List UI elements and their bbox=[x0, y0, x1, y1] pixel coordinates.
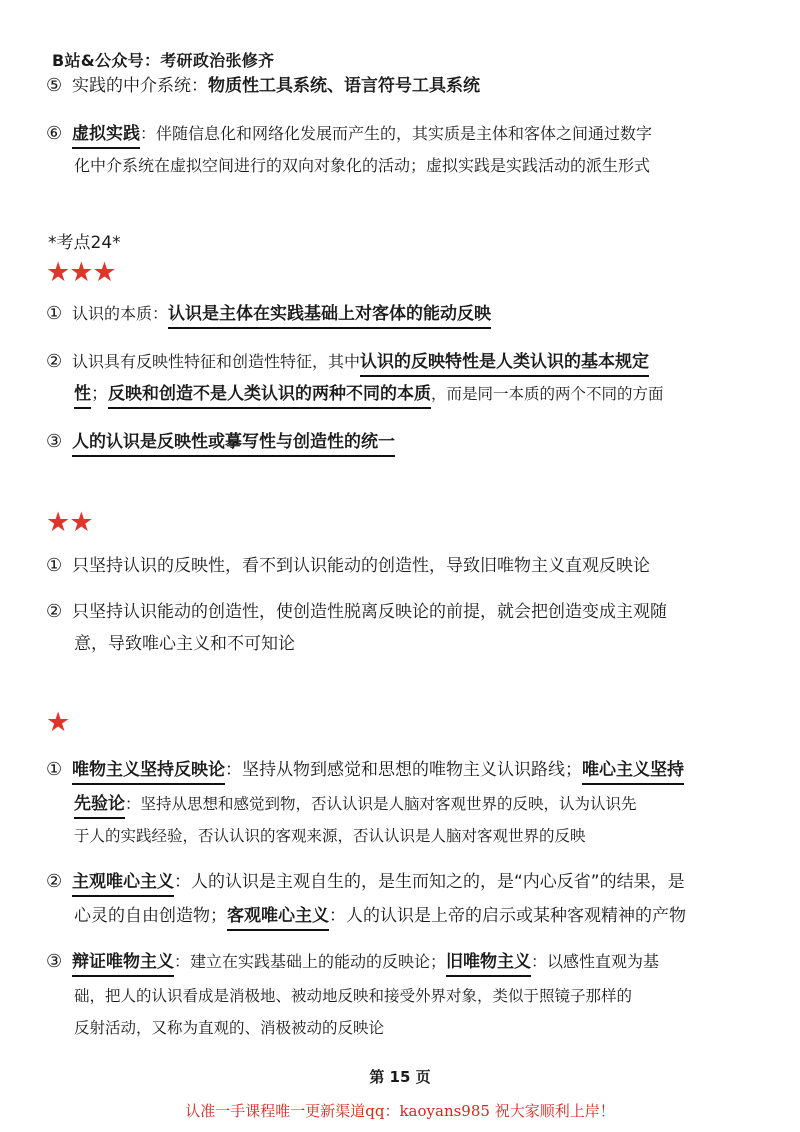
item-text: ：坚持从思想和感觉到物，否认认识是人脑对客观世界的反映，认为认识先 bbox=[125, 795, 637, 813]
item-text: ：建立在实践基础上的能动的反映论； bbox=[174, 952, 447, 971]
one-star-rating: ★ bbox=[46, 707, 70, 738]
item-separator: ； bbox=[91, 384, 108, 404]
item-text: 只坚持认识的反映性，看不到认识能动的创造性，导致旧唯物主义直观反映论 bbox=[72, 556, 650, 576]
item-underlined: 人的认识是反映性或摹写性与创造性的统一 bbox=[72, 432, 395, 457]
item-text: 认识具有反映性特征和创造性特征，其中 bbox=[72, 352, 361, 371]
two-star-item-2-cont: 意，导致唯心主义和不可知论 bbox=[74, 634, 295, 654]
item-underlined: 先验论 bbox=[74, 794, 125, 819]
item-underlined: 旧唯物主义 bbox=[446, 952, 531, 977]
item-text: ：人的认识是上帝的启示或某种客观精神的产物 bbox=[329, 906, 686, 926]
item-underlined: 辩证唯物主义 bbox=[72, 952, 174, 977]
item-underlined: 性 bbox=[74, 384, 91, 409]
one-star-item-3 bbox=[46, 948, 760, 976]
item-number: ③ bbox=[46, 951, 63, 972]
item-underlined: 认识是主体在实践基础上对客体的能动反映 bbox=[168, 304, 491, 329]
one-star-item-3-cont-2: 反射活动，又称为直观的、消极被动的反映论 bbox=[74, 1019, 385, 1037]
item-underlined: 唯物主义坚持反映论 bbox=[72, 760, 225, 785]
item-underlined: 客观唯心主义 bbox=[227, 906, 329, 931]
item-number: ⑤ bbox=[46, 75, 63, 96]
item-number: ① bbox=[46, 555, 63, 576]
one-star-item-2 bbox=[46, 868, 760, 896]
item-text: ：坚持从物到感觉和思想的唯物主义认识路线； bbox=[225, 760, 582, 780]
item-text: ：人的认识是主观自生的，是生而知之的，是“内心反省”的结果，是 bbox=[174, 872, 685, 892]
practice-medium-bold: 物质性工具系统、语言符号工具系统 bbox=[208, 76, 480, 96]
item-number: ① bbox=[46, 303, 63, 324]
item-label: 认识的本质： bbox=[72, 304, 169, 323]
item-text: 心灵的自由创造物； bbox=[74, 906, 227, 926]
item-underlined: 主观唯心主义 bbox=[72, 872, 174, 897]
kaodian-label: *考点24* bbox=[48, 233, 121, 253]
one-star-item-2-cont bbox=[74, 902, 686, 930]
item-text: ：以感性直观为基 bbox=[531, 952, 660, 971]
one-star-item-1-cont-2: 于人的实践经验，否认认识的客观来源，否认认识是人脑对客观世界的反映 bbox=[74, 827, 586, 845]
two-star-item-1 bbox=[46, 552, 760, 580]
virtual-practice-term: 虚拟实践 bbox=[72, 124, 140, 149]
item-number: ③ bbox=[46, 431, 63, 452]
one-star-item-1-cont bbox=[74, 790, 637, 818]
virtual-practice-text-2: 化中介系统在虚拟空间进行的双向对象化的活动；虚拟实践是实践活动的派生形式 bbox=[74, 156, 651, 175]
item-text: 只坚持认识能动的创造性，使创造性脱离反映论的前提，就会把创造变成主观随 bbox=[72, 602, 667, 622]
practice-medium-label: 实践的中介系统： bbox=[72, 76, 208, 96]
item-number: ② bbox=[46, 351, 63, 372]
item-text: ，而是同一本质的两个不同的方面 bbox=[431, 385, 664, 403]
practice-medium-line bbox=[46, 72, 760, 100]
three-star-item-1 bbox=[46, 300, 760, 328]
item-number: ② bbox=[46, 601, 63, 622]
one-star-item-1 bbox=[46, 756, 760, 784]
item-underlined: 唯心主义坚持 bbox=[582, 760, 684, 785]
item-number: ② bbox=[46, 871, 63, 892]
three-star-rating: ★★★ bbox=[46, 257, 116, 288]
three-star-item-3 bbox=[46, 428, 760, 456]
item-number: ① bbox=[46, 759, 63, 780]
footer-notice: 认准一手课程唯一更新渠道qq：kaoyans985 祝大家顺利上岸！ bbox=[185, 1102, 615, 1120]
three-star-item-2-cont bbox=[74, 380, 664, 408]
virtual-practice-text: ：伴随信息化和网络化发展而产生的，其实质是主体和客体之间通过数字 bbox=[140, 124, 653, 143]
item-number: ⑥ bbox=[46, 123, 63, 144]
item-underlined: 认识的反映特性是人类认识的基本规定 bbox=[360, 352, 649, 377]
page-number: 第 15 页 bbox=[369, 1068, 431, 1086]
item-underlined: 反映和创造不是人类认识的两种不同的本质 bbox=[108, 384, 431, 409]
three-star-item-2 bbox=[46, 348, 760, 376]
two-star-item-2 bbox=[46, 598, 760, 626]
virtual-practice-line bbox=[46, 120, 760, 148]
header-channel: B站&公众号：考研政治张修齐 bbox=[52, 51, 275, 70]
one-star-item-3-cont: 础，把人的认识看成是消极地、被动地反映和接受外界对象，类似于照镜子那样的 bbox=[74, 987, 633, 1005]
two-star-rating: ★★ bbox=[46, 507, 93, 538]
